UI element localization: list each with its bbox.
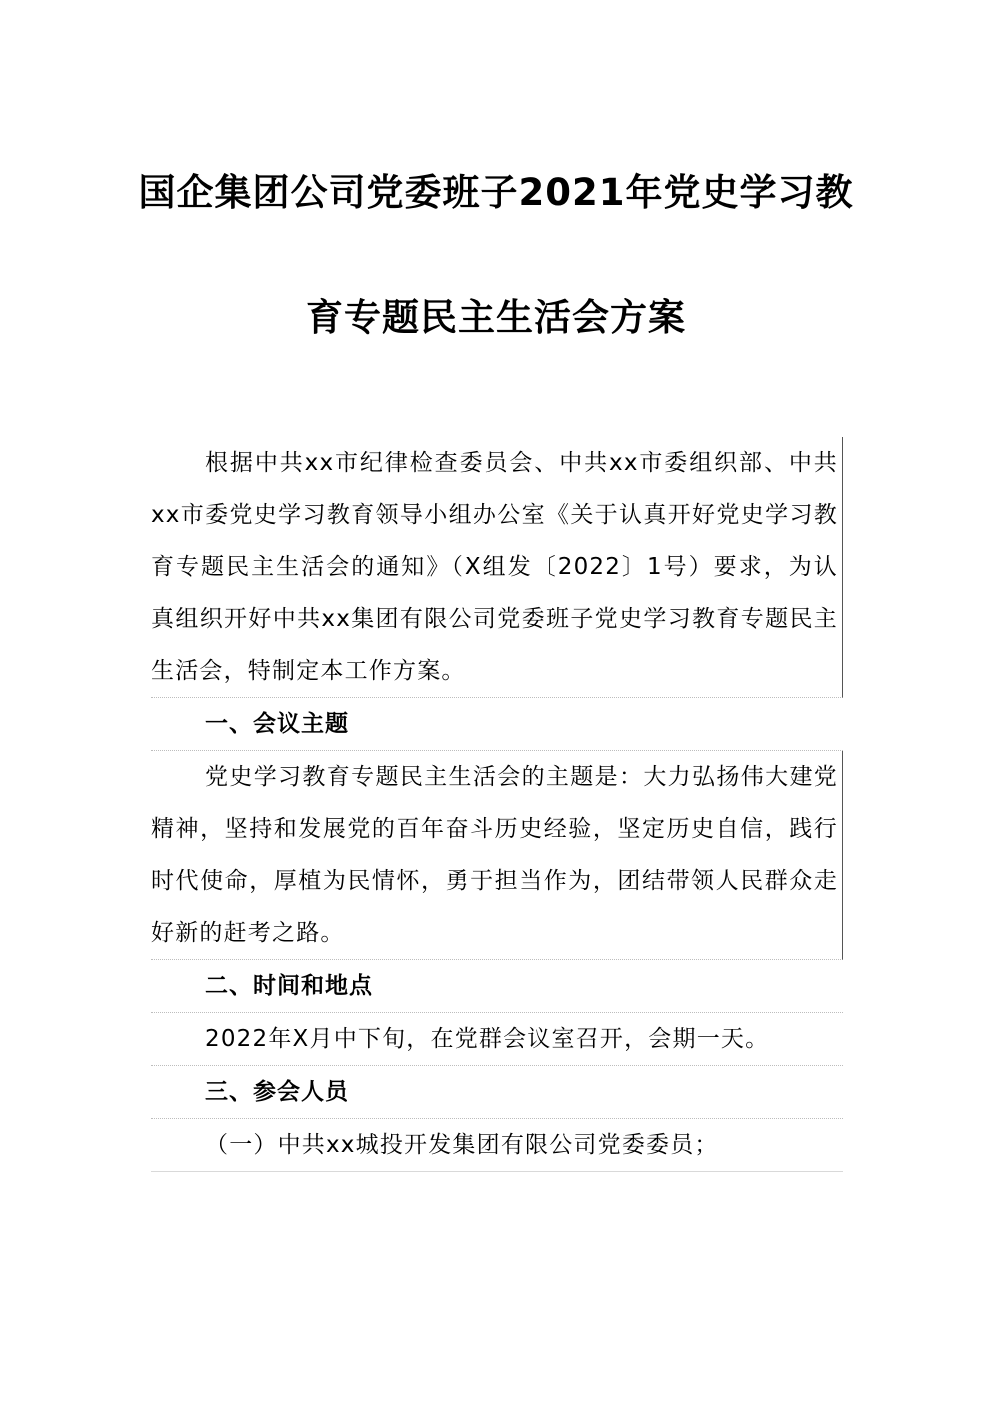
document-body xyxy=(151,437,843,1172)
section-heading-theme: 一、会议主题 xyxy=(151,698,843,751)
section-heading-time-place: 二、时间和地点 xyxy=(151,960,843,1013)
section-text-theme: 党史学习教育专题民主生活会的主题是：大力弘扬伟大建党精神，坚持和发展党的百年奋斗历史经验，坚定历史自信，践行时代使命，厚植为民情怀，勇于担当作为，团结带领人民群众走好新的赶考之路。 xyxy=(151,751,843,960)
intro-paragraph: 根据中共xx市纪律检查委员会、中共xx市委组织部、中共xx市委党史学习教育领导小组办公室《关于认真开好党史学习教育专题民主生活会的通知》（X组发〔2022〕1号）要求，为认真组织开好中共xx集团有限公司党委班子党史学习教育专题民主生活会，特制定本工作方案。 xyxy=(151,437,843,698)
attendee-item: （一）中共xx城投开发集团有限公司党委委员； xyxy=(151,1119,843,1172)
section-heading-attendees: 三、参会人员 xyxy=(151,1066,843,1119)
document-title-line-2: 育专题民主生活会方案 xyxy=(306,296,686,339)
document-title-line-1: 国企集团公司党委班子2021年党史学习教 xyxy=(138,171,854,214)
section-text-time-place: 2022年X月中下旬，在党群会议室召开，会期一天。 xyxy=(151,1013,843,1066)
